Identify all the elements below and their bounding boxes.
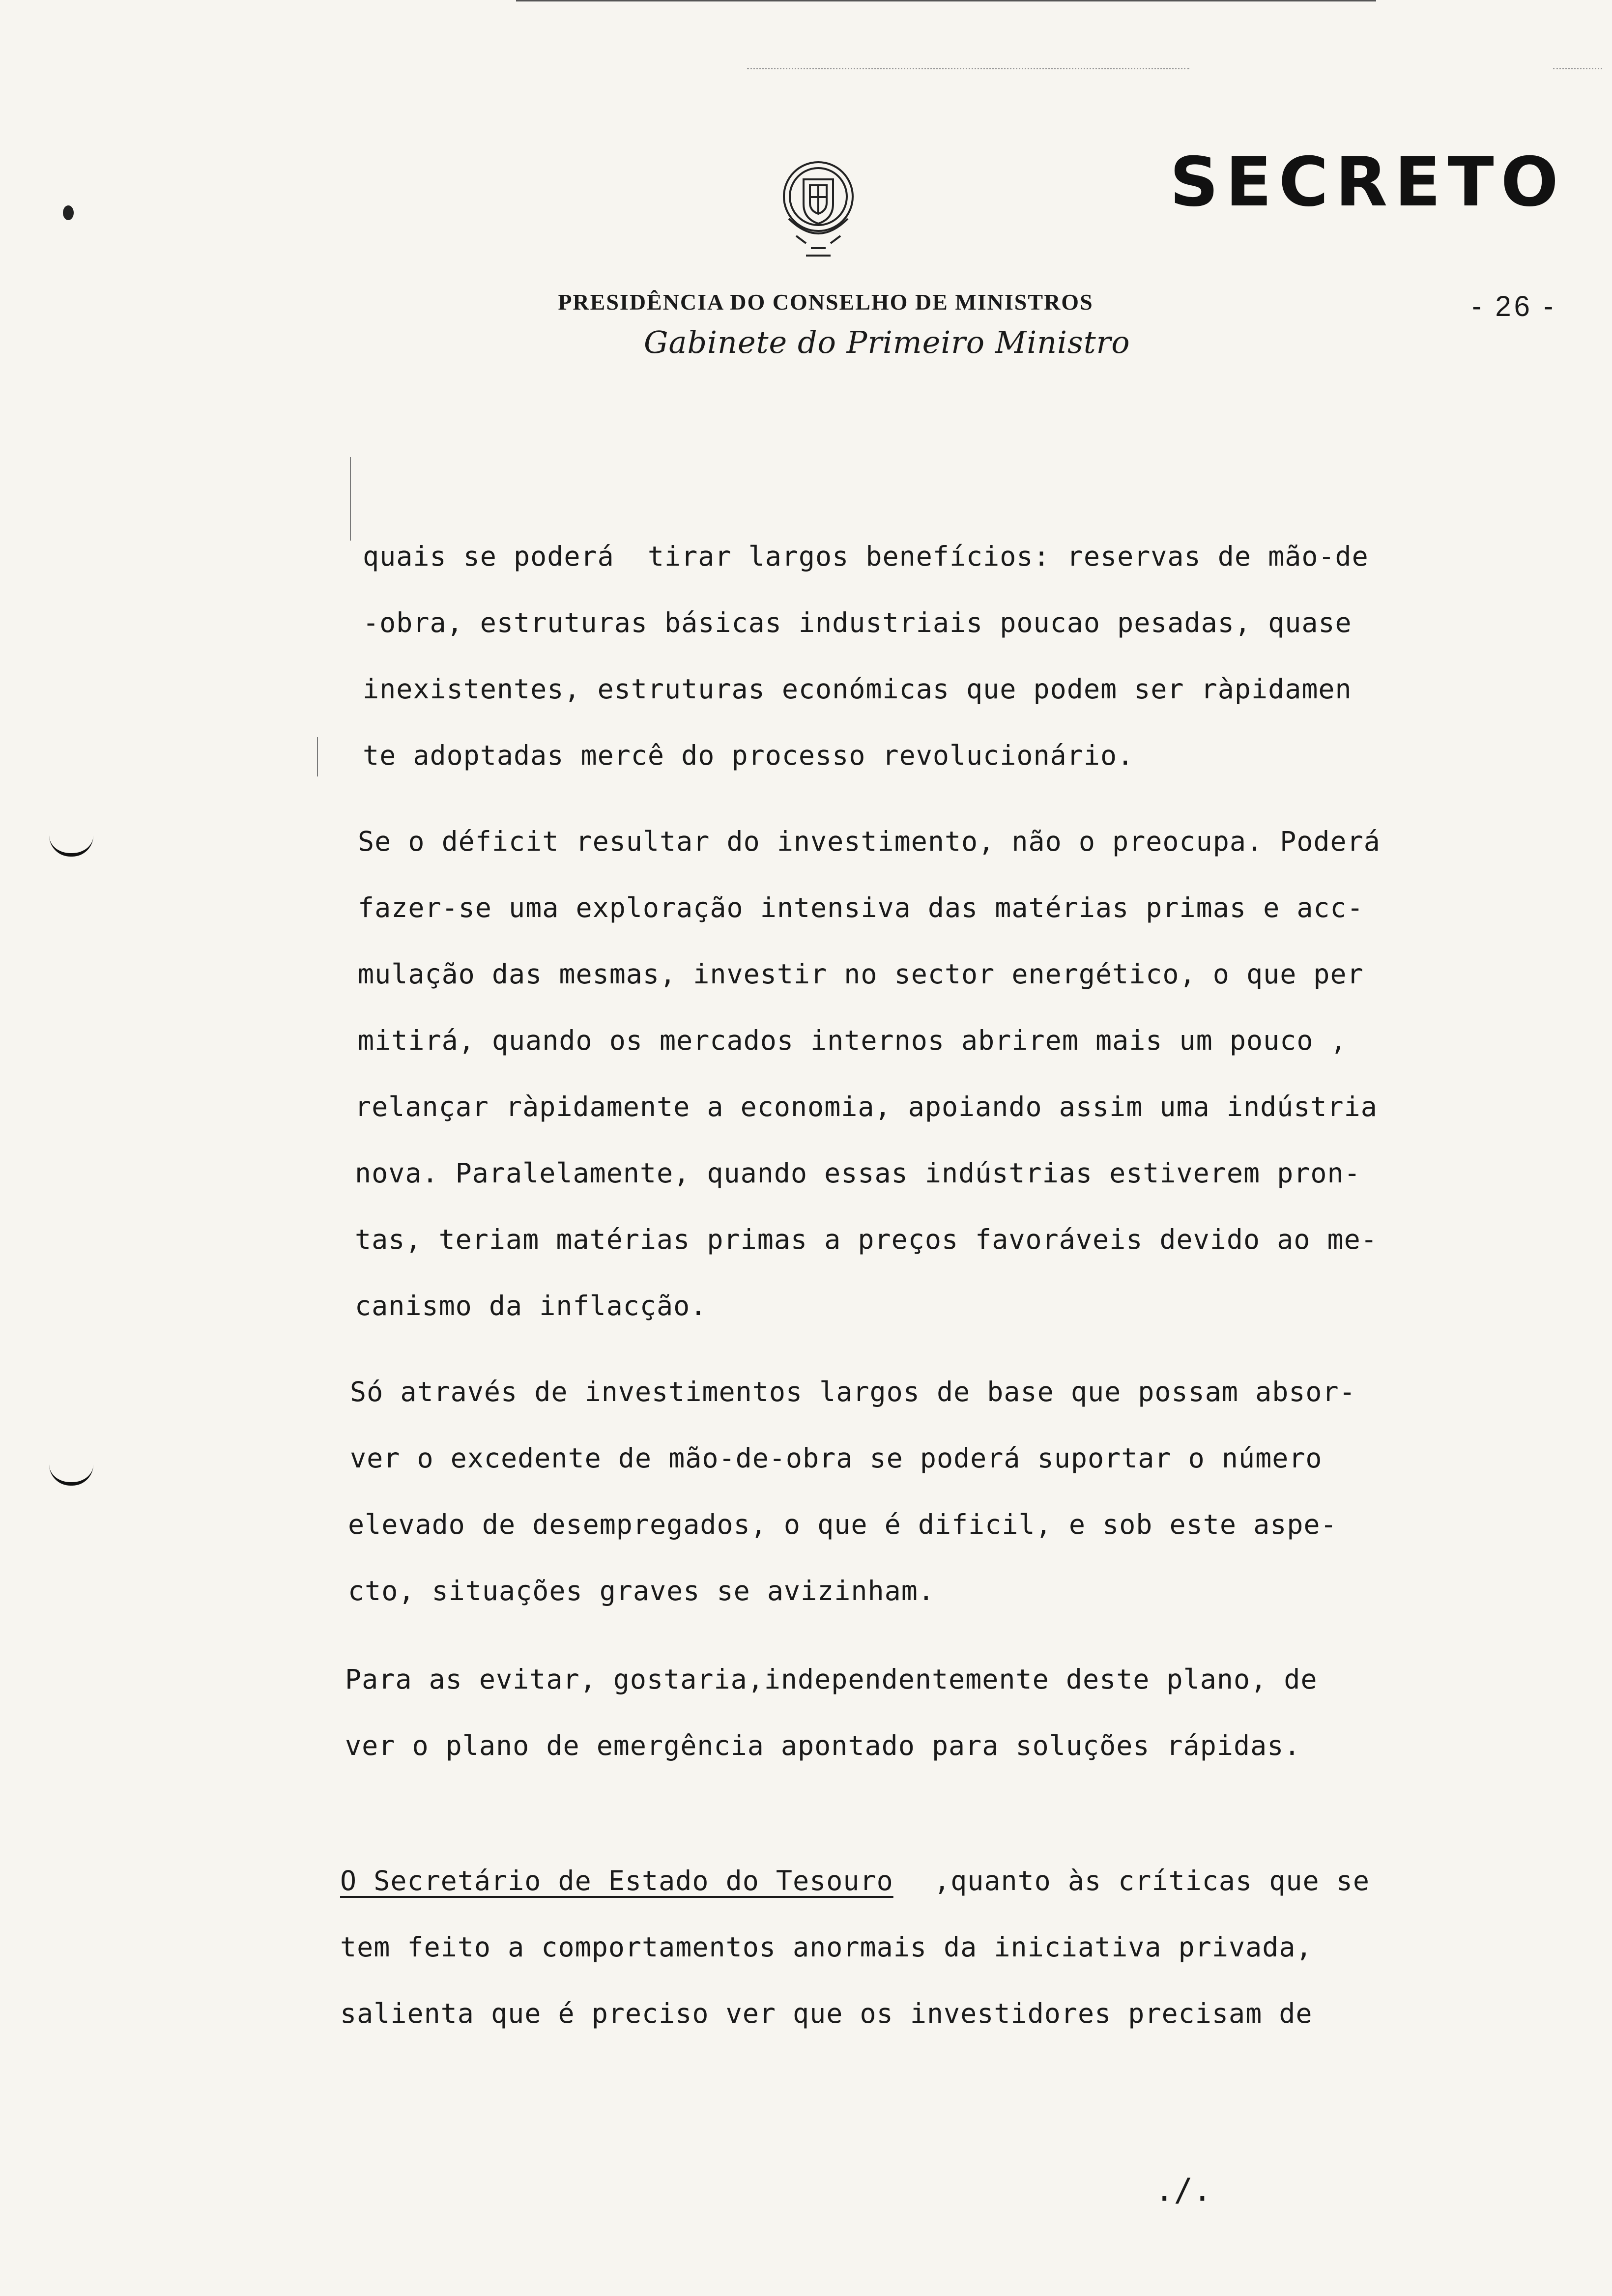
binder-hole-mark: [49, 1464, 93, 1486]
text-line: Para as evitar, gostaria,independentemente deste plano, de: [345, 1664, 1318, 1695]
top-scan-rule: [516, 0, 1376, 1]
text-line: tas, teriam matérias primas a preços favoráveis devido ao me-: [355, 1224, 1378, 1255]
scan-dotted-line: [747, 68, 1189, 69]
secret-stamp: SECRETO: [1170, 143, 1565, 222]
text-line: ver o plano de emergência apontado para soluções rápidas.: [345, 1730, 1301, 1761]
continuation-mark: ./.: [1155, 2172, 1212, 2209]
coat-of-arms-icon: [777, 150, 860, 268]
text-line: elevado de desempregados, o que é dificil, e sob este aspe-: [348, 1509, 1337, 1540]
margin-mark: [317, 737, 318, 776]
text-line: fazer-se uma exploração intensiva das matérias primas e acc-: [358, 892, 1364, 923]
text-line: Se o déficit resultar do investimento, não o preocupa. Poderá: [358, 826, 1381, 857]
punch-dot: [63, 205, 74, 220]
page-number: - 26 -: [1472, 290, 1556, 322]
margin-mark: [350, 457, 351, 541]
text-line: ,quanto às críticas que se: [934, 1865, 1370, 1896]
text-line: mitirá, quando os mercados internos abrirem mais um pouco ,: [358, 1025, 1347, 1056]
text-line: canismo da inflacção.: [355, 1290, 707, 1321]
text-line: relançar ràpidamente a economia, apoiando assim uma indústria: [355, 1091, 1378, 1122]
text-line: mulação das mesmas, investir no sector energético, o que per: [358, 958, 1364, 990]
text-line: inexistentes, estruturas económicas que podem ser ràpidamen: [363, 673, 1352, 705]
text-line: quais se poderá tirar largos benefícios: reservas de mão-de: [363, 541, 1369, 572]
text-line: -obra, estruturas básicas industriais poucao pesadas, quase: [363, 607, 1352, 638]
text-line: te adoptadas mercê do processo revolucionário.: [363, 740, 1134, 771]
text-line: salienta que é preciso ver que os investidores precisam de: [340, 1998, 1313, 2029]
letterhead-cabinet: Gabinete do Primeiro Ministro: [644, 324, 1130, 360]
text-line: ver o excedente de mão-de-obra se poderá suportar o número: [350, 1442, 1323, 1474]
text-line: nova. Paralelamente, quando essas indústrias estiverem pron-: [355, 1157, 1361, 1189]
text-line: Só através de investimentos largos de base que possam absor-: [350, 1376, 1356, 1407]
letterhead-title: PRESIDÊNCIA DO CONSELHO DE MINISTROS: [558, 289, 1094, 315]
speaker-name: O Secretário de Estado do Tesouro: [340, 1865, 893, 1896]
scan-dotted-line: [1553, 68, 1602, 69]
text-line: tem feito a comportamentos anormais da iniciativa privada,: [340, 1931, 1313, 1963]
binder-hole-mark: [49, 835, 93, 857]
text-line: cto, situações graves se avizinham.: [348, 1575, 935, 1607]
